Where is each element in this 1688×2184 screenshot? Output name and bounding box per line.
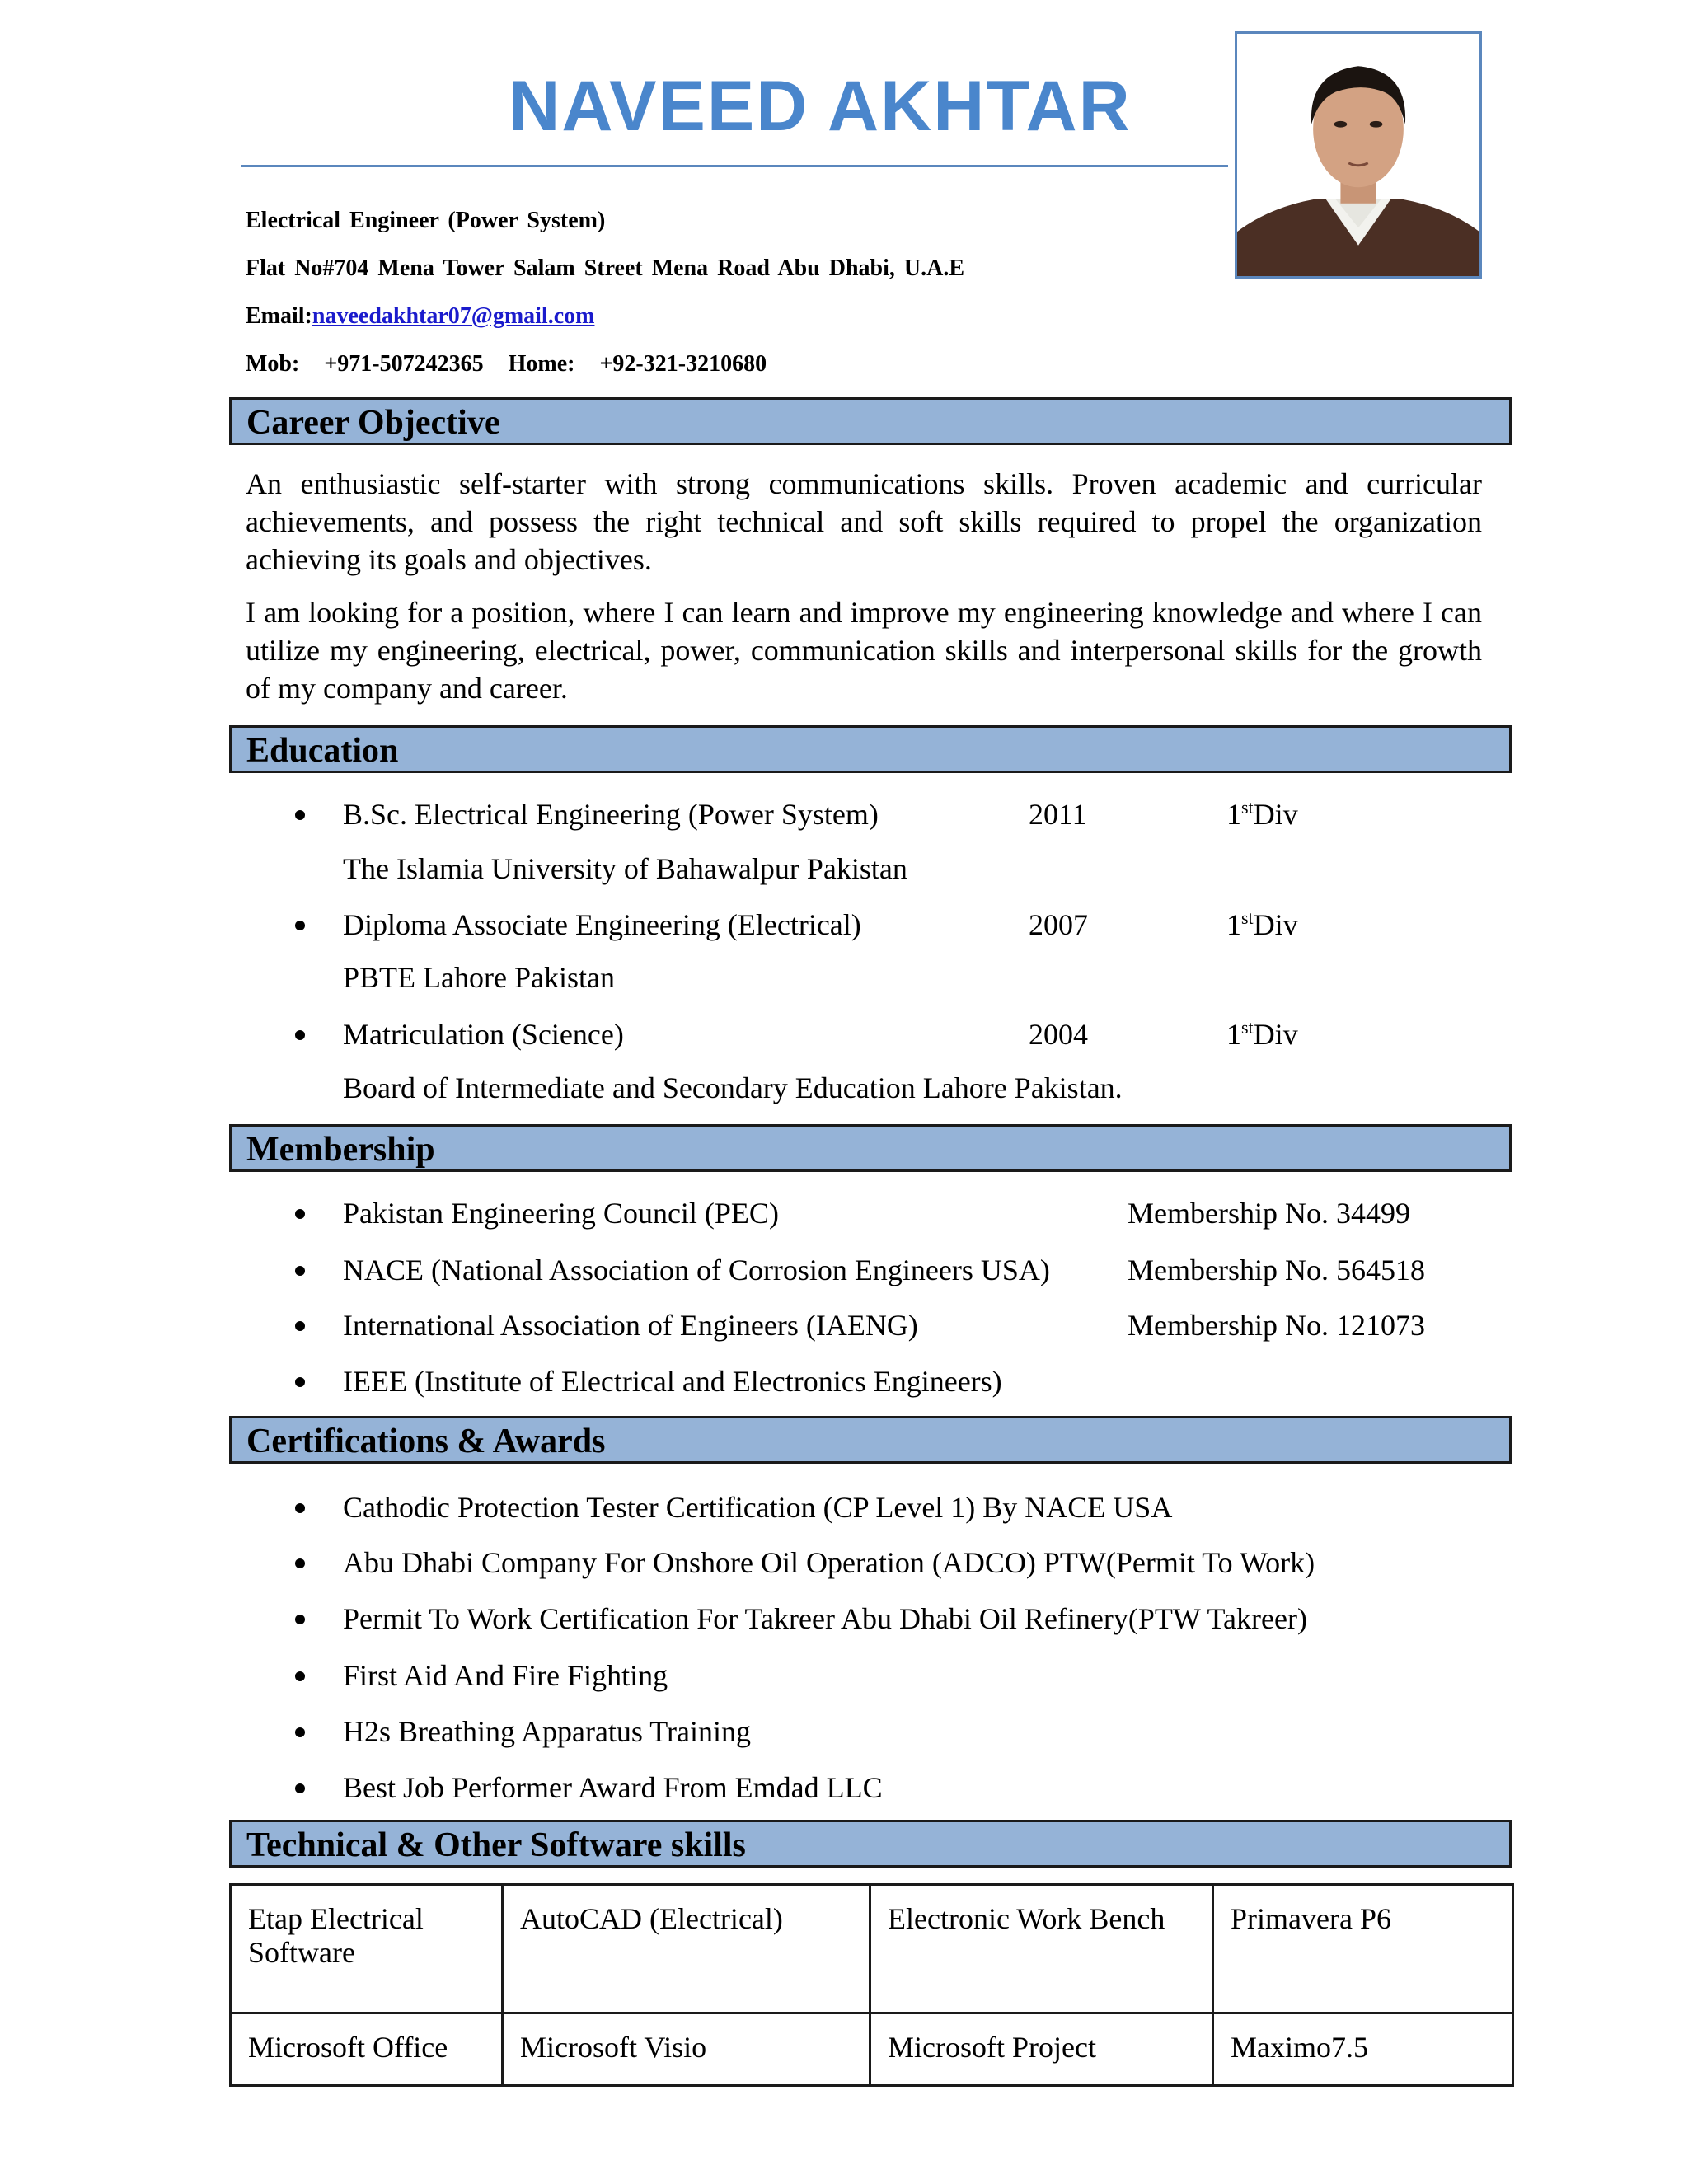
bullet-icon bbox=[295, 1503, 305, 1513]
membership-number: Membership No. 564518 bbox=[1128, 1254, 1425, 1286]
skills-row bbox=[231, 1885, 1513, 2013]
section-membership bbox=[229, 1124, 1512, 1172]
year: 2011 bbox=[1029, 798, 1087, 831]
name-underline bbox=[241, 165, 1228, 167]
membership-org: Pakistan Engineering Council (PEC) bbox=[343, 1197, 779, 1230]
membership-number: Membership No. 34499 bbox=[1128, 1197, 1410, 1230]
bullet-icon bbox=[295, 1727, 305, 1737]
section-certifications bbox=[229, 1416, 1512, 1464]
career-paragraph-1: An enthusiastic self-starter with strong communications skills. Proven academic and curricular achievements, and possess the right technical and soft skills required to propel the organization achieving its goals and objectives. bbox=[246, 467, 1482, 576]
year: 2004 bbox=[1029, 1018, 1088, 1051]
profile-photo bbox=[1235, 31, 1482, 279]
division: 1stDiv bbox=[1226, 797, 1298, 831]
bullet-icon bbox=[295, 810, 305, 820]
membership-org: IEEE (Institute of Electrical and Electronics Engineers) bbox=[343, 1365, 1002, 1398]
bullet-icon bbox=[295, 1615, 305, 1624]
institution: Board of Intermediate and Secondary Education Lahore Pakistan. bbox=[343, 1071, 1123, 1104]
skill-cell: Primavera P6 bbox=[1213, 1885, 1513, 2013]
certification-text: Best Job Performer Award From Emdad LLC bbox=[343, 1771, 883, 1804]
section-title: Certifications & Awards bbox=[246, 1422, 606, 1460]
institution: The Islamia University of Bahawalpur Pakistan bbox=[343, 852, 907, 885]
phone-line bbox=[246, 353, 767, 376]
certification-text: H2s Breathing Apparatus Training bbox=[343, 1715, 751, 1748]
address: Flat No#704 Mena Tower Salam Street Mena Road Abu Dhabi, U.A.E bbox=[246, 255, 965, 281]
degree: Matriculation (Science) bbox=[343, 1018, 624, 1051]
skill-cell: Etap Electrical Software bbox=[231, 1885, 503, 2013]
bullet-icon bbox=[295, 921, 305, 930]
bullet-icon bbox=[295, 1321, 305, 1331]
skill-cell: Electronic Work Bench bbox=[870, 1885, 1213, 2013]
degree: Diploma Associate Engineering (Electrical) bbox=[343, 908, 861, 941]
bullet-icon bbox=[295, 1377, 305, 1387]
bullet-icon bbox=[295, 1671, 305, 1681]
skill-cell: Microsoft Office bbox=[231, 2013, 503, 2086]
section-software-skills bbox=[229, 1820, 1512, 1868]
section-education bbox=[229, 725, 1512, 773]
career-paragraph-2: I am looking for a position, where I can learn and improve my engineering knowledge and where I can utilize my engineering, electrical, power, communication skills and interpersonal skills for the growth of my company and career. bbox=[246, 596, 1482, 705]
skill-cell: AutoCAD (Electrical) bbox=[503, 1885, 870, 2013]
certification-text: First Aid And Fire Fighting bbox=[343, 1659, 668, 1692]
bullet-icon bbox=[295, 1266, 305, 1276]
home-number: +92-321-3210680 bbox=[599, 351, 767, 377]
year: 2007 bbox=[1029, 908, 1088, 941]
mob-number: +971-507242365 bbox=[324, 351, 484, 377]
job-title: Electrical Engineer (Power System) bbox=[246, 208, 606, 233]
section-title: Technical & Other Software skills bbox=[246, 1826, 746, 1864]
certification-text: Abu Dhabi Company For Onshore Oil Operation (ADCO) PTW(Permit To Work) bbox=[343, 1546, 1315, 1579]
skill-cell: Maximo7.5 bbox=[1213, 2013, 1513, 2086]
bullet-icon bbox=[295, 1558, 305, 1568]
membership-number: Membership No. 121073 bbox=[1128, 1309, 1425, 1342]
email-line bbox=[246, 305, 594, 328]
section-title: Education bbox=[246, 732, 399, 770]
skills-row bbox=[231, 2013, 1513, 2086]
skills-table bbox=[229, 1883, 1514, 2087]
membership-org: NACE (National Association of Corrosion Engineers USA) bbox=[343, 1254, 1050, 1286]
home-label: Home: bbox=[508, 351, 575, 377]
degree: B.Sc. Electrical Engineering (Power System) bbox=[343, 798, 879, 831]
skill-cell: Microsoft Project bbox=[870, 2013, 1213, 2086]
division: 1stDiv bbox=[1226, 907, 1298, 941]
email-link[interactable]: naveedakhtar07@gmail.com bbox=[312, 303, 595, 329]
skill-cell: Microsoft Visio bbox=[503, 2013, 870, 2086]
section-career-objective bbox=[229, 397, 1512, 445]
section-title: Career Objective bbox=[246, 404, 500, 442]
division: 1stDiv bbox=[1226, 1017, 1298, 1051]
membership-org: International Association of Engineers (IAENG) bbox=[343, 1309, 918, 1342]
bullet-icon bbox=[295, 1209, 305, 1219]
email-label: Email: bbox=[246, 303, 312, 329]
certification-text: Permit To Work Certification For Takreer Abu Dhabi Oil Refinery(PTW Takreer) bbox=[343, 1602, 1307, 1635]
section-title: Membership bbox=[246, 1131, 435, 1169]
bullet-icon bbox=[295, 1030, 305, 1040]
portrait-photo-icon bbox=[1237, 34, 1479, 276]
mob-label: Mob: bbox=[246, 351, 300, 377]
bullet-icon bbox=[295, 1783, 305, 1793]
candidate-name: NAVEED AKHTAR bbox=[509, 67, 1132, 146]
certification-text: Cathodic Protection Tester Certification (CP Level 1) By NACE USA bbox=[343, 1491, 1173, 1524]
institution: PBTE Lahore Pakistan bbox=[343, 961, 615, 994]
